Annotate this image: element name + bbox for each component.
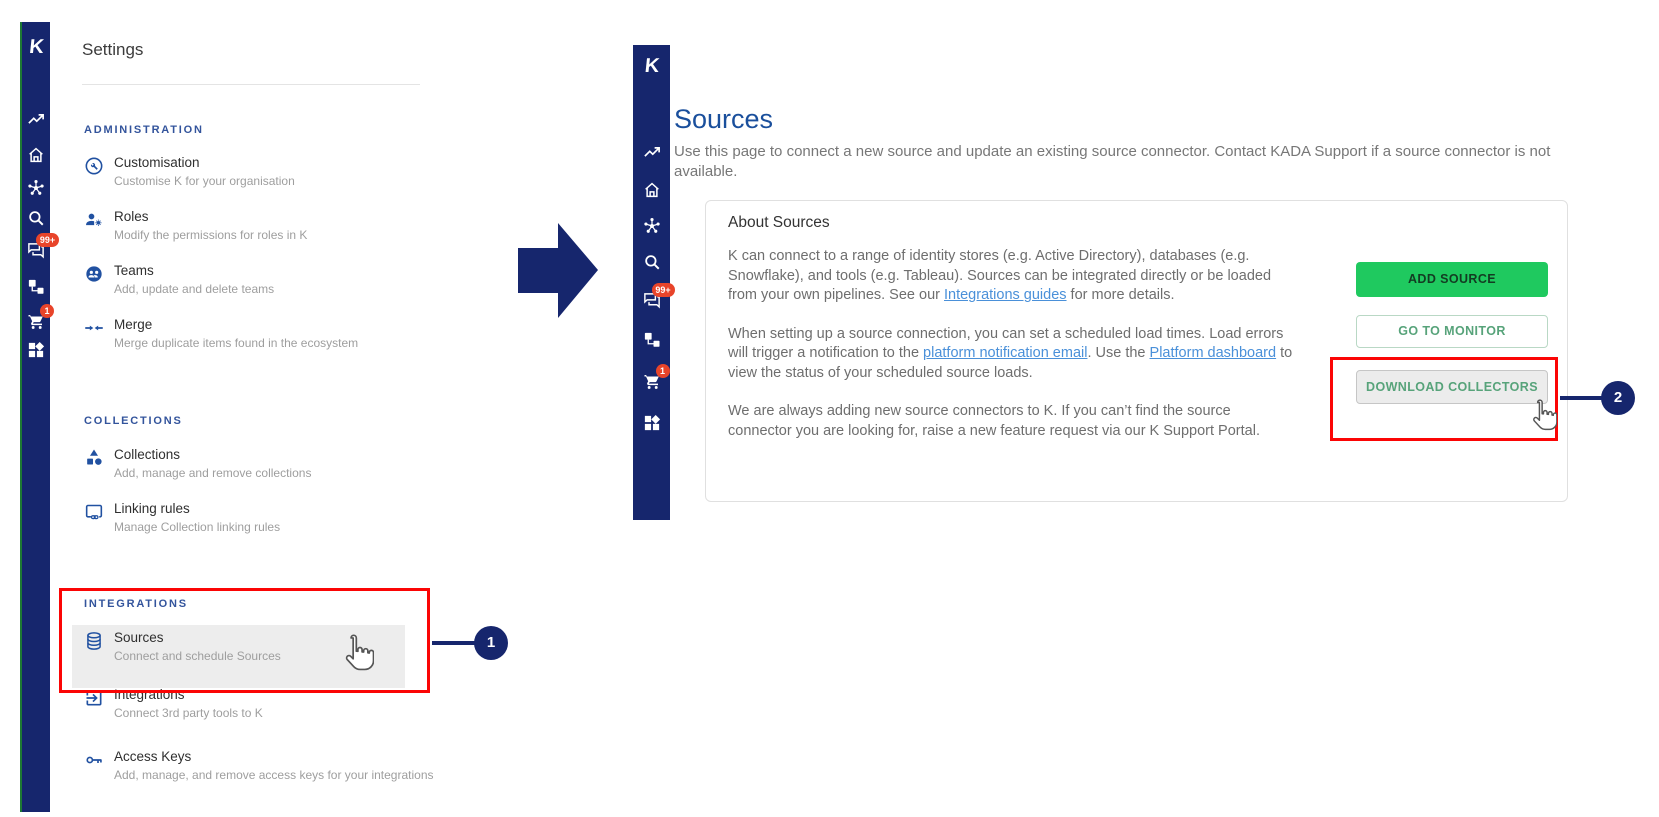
- kada-logo[interactable]: [21, 36, 51, 59]
- chat-icon[interactable]: [643, 285, 671, 310]
- about-sources-card: [705, 200, 1568, 502]
- item-title: Merge: [114, 317, 153, 332]
- paragraph-text: . Use the: [1087, 345, 1150, 361]
- cart-icon[interactable]: [27, 306, 50, 330]
- paragraph-schedule: [728, 325, 1293, 384]
- section-integrations: INTEGRATIONS: [84, 598, 188, 610]
- hand-cursor-icon: [1525, 399, 1557, 435]
- notifications-badge: 99+: [652, 283, 675, 297]
- search-icon[interactable]: [643, 253, 661, 271]
- trending-icon[interactable]: [643, 143, 661, 161]
- kada-logo[interactable]: [632, 55, 671, 78]
- chat-icon[interactable]: [27, 235, 56, 260]
- item-title: Linking rules: [114, 501, 190, 516]
- hand-cursor-icon: [336, 634, 374, 676]
- item-title: Teams: [114, 263, 154, 278]
- download-collectors-button[interactable]: DOWNLOAD COLLECTORS: [1356, 370, 1548, 404]
- widgets-icon[interactable]: [27, 341, 45, 359]
- item-subtitle: Add, manage and remove collections: [114, 466, 312, 480]
- paragraph-feature-request: [728, 402, 1293, 441]
- settings-item-customisation[interactable]: [72, 155, 422, 197]
- right-app-sidebar: [633, 45, 670, 520]
- next-step-arrow-icon: [518, 223, 598, 318]
- trending-icon[interactable]: [27, 110, 45, 128]
- sources-page-title: Sources: [674, 104, 774, 134]
- item-subtitle: Manage Collection linking rules: [114, 520, 281, 534]
- paragraph-connect: [728, 247, 1293, 306]
- paragraph-text: We are always adding new source connectors to K. If you can’t find the source connector you are looking for, raise a new feature request via our K Support Portal.: [728, 403, 1260, 439]
- item-subtitle: Merge duplicate items found in the ecosystem: [114, 336, 359, 350]
- item-title: Access Keys: [114, 749, 192, 764]
- go-to-monitor-button[interactable]: GO TO MONITOR: [1356, 315, 1548, 348]
- home-icon[interactable]: [643, 181, 661, 199]
- paragraph-text: to view the status of your scheduled source loads.: [728, 345, 1293, 381]
- hub-icon[interactable]: [643, 217, 661, 235]
- item-subtitle: Customise K for your organisation: [114, 174, 295, 188]
- collections-icon: [84, 448, 104, 468]
- teams-icon: [84, 264, 104, 284]
- hierarchy-icon[interactable]: [643, 331, 661, 349]
- cart-badge: 1: [656, 364, 670, 378]
- search-icon[interactable]: [27, 209, 45, 227]
- hierarchy-icon[interactable]: [27, 278, 45, 296]
- roles-icon: [84, 210, 104, 230]
- widgets-icon[interactable]: [643, 414, 661, 432]
- merge-icon: [84, 318, 104, 338]
- annotation-connector-step1: [432, 641, 476, 645]
- customisation-icon: [84, 156, 104, 176]
- title-divider: [82, 84, 420, 85]
- left-app-sidebar: [20, 22, 56, 812]
- card-body: [728, 247, 1293, 460]
- key-icon: [84, 750, 104, 770]
- paragraph-text: When setting up a source connection, you can set a scheduled load times. Load errors will trigger a notification to the: [728, 325, 1284, 361]
- paragraph-text: for more details.: [1066, 287, 1175, 303]
- item-title: Customisation: [114, 155, 200, 170]
- cart-badge: 1: [40, 304, 54, 318]
- settings-page-title: Settings: [82, 40, 144, 59]
- item-subtitle: Connect 3rd party tools to K: [114, 706, 263, 720]
- platform-notification-email-link[interactable]: platform notification email: [923, 345, 1088, 361]
- annotation-connector-step2: [1560, 396, 1603, 400]
- integrations-guides-link[interactable]: Integrations guides: [944, 287, 1067, 303]
- home-icon[interactable]: [27, 146, 45, 164]
- linking-rules-icon: [84, 502, 104, 522]
- notifications-badge: 99+: [36, 233, 59, 247]
- item-subtitle: Modify the permissions for roles in K: [114, 228, 308, 242]
- settings-item-roles[interactable]: [72, 209, 422, 251]
- item-subtitle: Add, update and delete teams: [114, 282, 275, 296]
- settings-item-linking-rules[interactable]: [72, 501, 422, 543]
- settings-item-integrations[interactable]: [72, 687, 422, 729]
- step2-marker: 2: [1601, 381, 1635, 415]
- item-title: Collections: [114, 447, 181, 462]
- add-source-button[interactable]: ADD SOURCE: [1356, 262, 1548, 297]
- sources-page-description: Use this page to connect a new source and update an existing source connector. Contact KADA Support if a source connector is not available.: [674, 143, 1551, 180]
- item-title: Sources: [114, 630, 164, 645]
- annotation-box-step2: [1330, 357, 1558, 441]
- cart-icon[interactable]: [643, 366, 665, 390]
- item-title: Integrations: [114, 687, 185, 702]
- section-collections: COLLECTIONS: [84, 415, 183, 427]
- settings-item-access-keys[interactable]: [72, 749, 434, 791]
- annotation-box-step1: [59, 588, 430, 693]
- card-title: About Sources: [728, 214, 830, 231]
- item-subtitle: Add, manage, and remove access keys for your integrations: [114, 768, 434, 782]
- paragraph-text: K can connect to a range of identity stores (e.g. Active Directory), databases (e.g. Snowflake), and tools (e.g. Tableau). Sources can be integrated directly or be loaded from your own pipelines. See our: [728, 248, 1272, 303]
- item-title: Roles: [114, 209, 149, 224]
- section-administration: ADMINISTRATION: [84, 124, 204, 136]
- hub-icon[interactable]: [27, 179, 45, 197]
- kada-logo-letter: K: [643, 55, 660, 77]
- platform-dashboard-link[interactable]: Platform dashboard: [1149, 345, 1277, 361]
- kada-logo-letter: K: [28, 36, 44, 58]
- settings-item-teams[interactable]: [72, 263, 422, 305]
- settings-item-merge[interactable]: [72, 317, 422, 359]
- item-subtitle: Connect and schedule Sources: [114, 649, 281, 663]
- step1-marker: 1: [474, 626, 508, 660]
- settings-item-collections[interactable]: [72, 447, 422, 489]
